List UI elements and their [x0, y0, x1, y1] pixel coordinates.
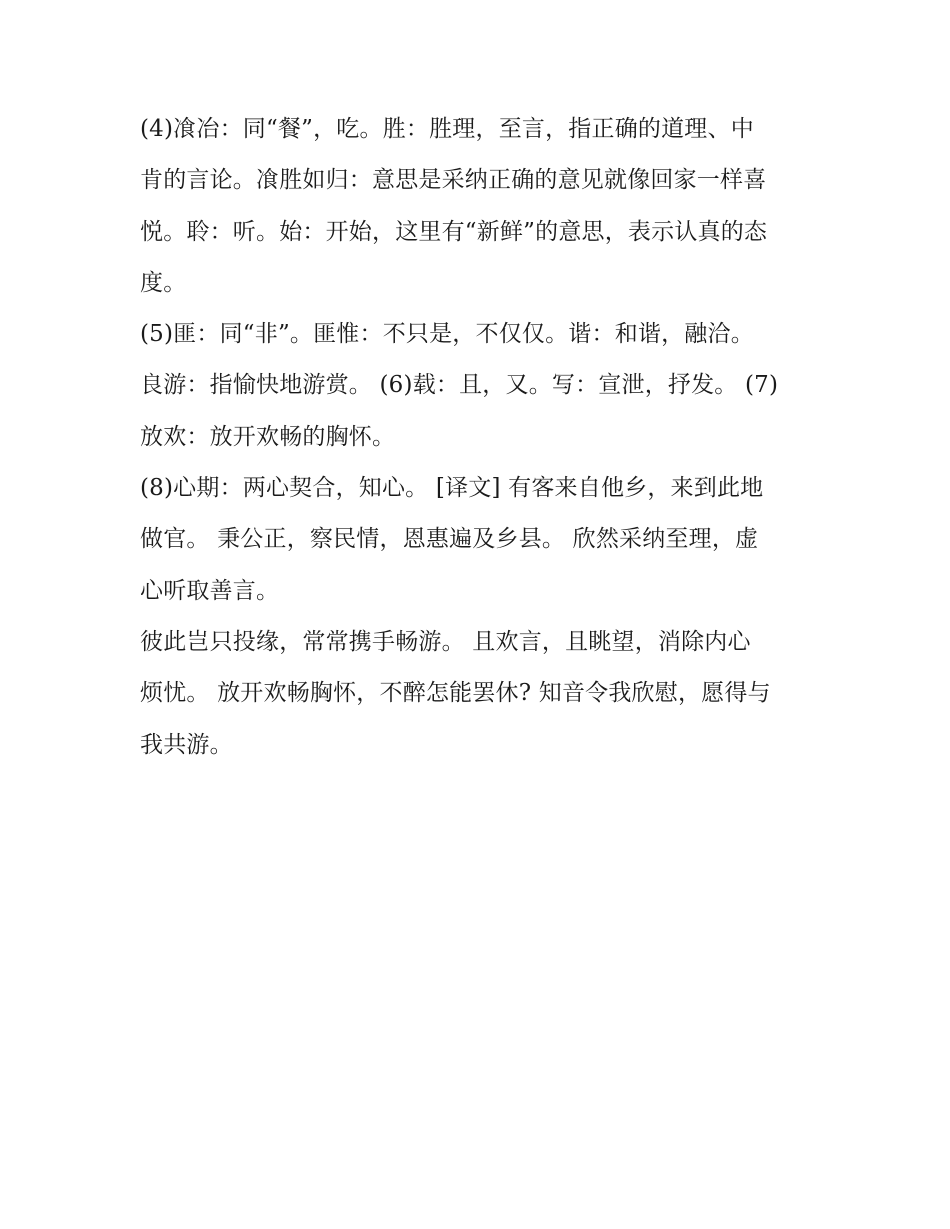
text-line: 彼此岂只投缘，常常携手畅游。 且欢言，且眺望，消除内心	[140, 628, 751, 655]
text-line: 心听取善言。	[140, 577, 280, 604]
text-line: 放欢：放开欢畅的胸怀。	[140, 423, 396, 450]
text-line: 烦忧。 放开欢畅胸怀，不醉怎能罢休? 知音令我欣慰，愿得与	[140, 680, 771, 707]
document-body	[140, 104, 820, 771]
text-line: (8)心期：两心契合，知心。 [译文] 有客来自他乡，来到此地	[140, 475, 764, 502]
text-line: 度。	[140, 269, 187, 296]
text-line: 做官。 秉公正，察民情，恩惠遍及乡县。 欣然采纳至理，虚	[140, 526, 759, 553]
text-line: 良游：指愉快地游赏。 (6)载：且，又。写：宣泄，抒发。 (7)	[140, 372, 779, 399]
text-line: 悦。聆：听。始：开始，这里有“新鲜”的意思，表示认真的态	[140, 218, 768, 245]
text-line: (4)飡冶：同“餐”，吃。胜：胜理，至言，指正确的道理、中	[140, 116, 754, 142]
text-line: (5)匪：同“非”。匪惟：不只是，不仅仅。谐：和谐，融洽。	[140, 321, 754, 348]
text-line: 肯的言论。飡胜如归：意思是采纳正确的意见就像回家一样喜	[140, 167, 767, 194]
text-line: 我共游。	[140, 731, 233, 758]
